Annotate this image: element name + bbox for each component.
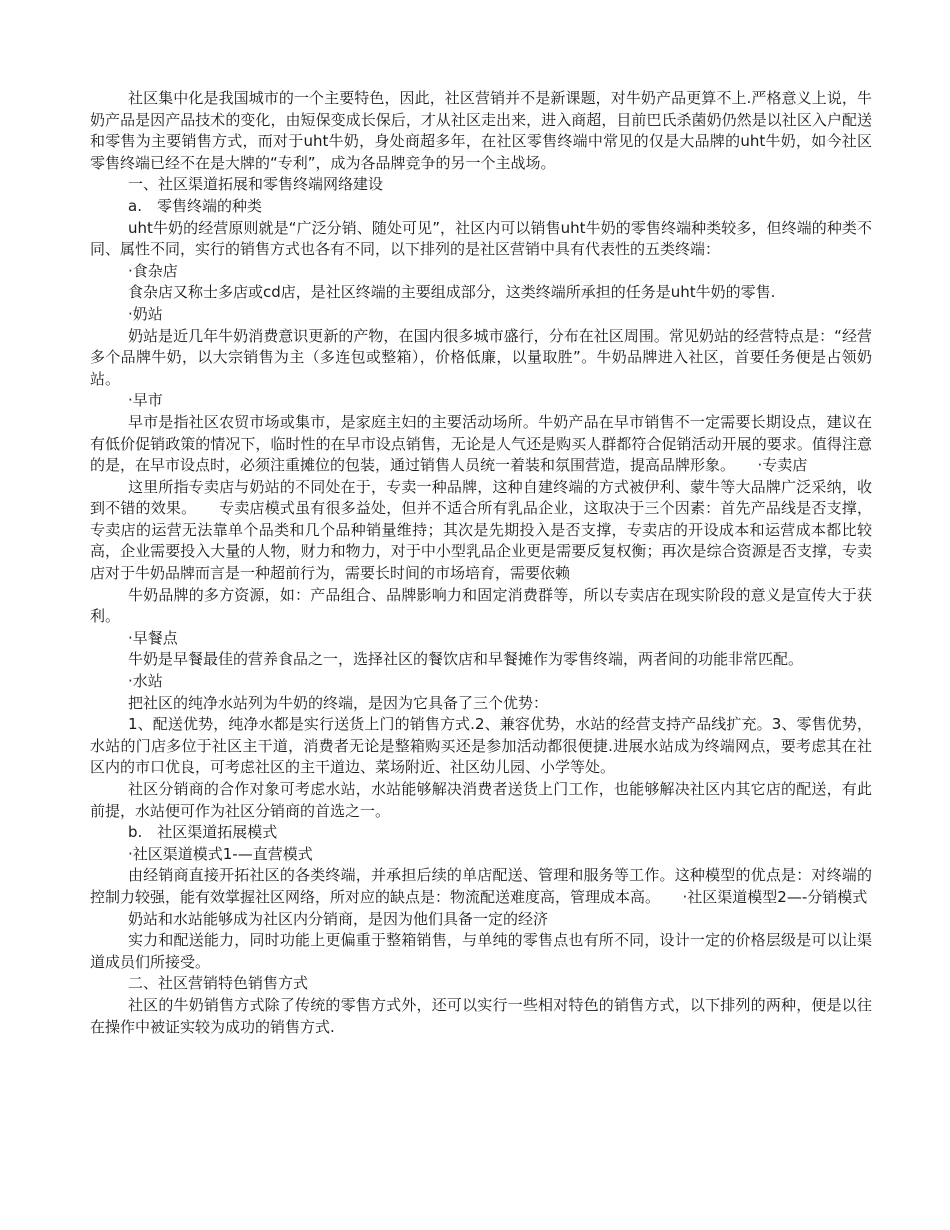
paragraph-direct-mode: 由经销商直接开拓社区的各类终端，并承担后续的单店配送、管理和服务等工作。这种模型的优点是：对终端的控制力较强，能有效掌握社区网络，所对应的缺点是：物流配送难度高，管理成本高。 ·社区渠道模型2—-分销模式 xyxy=(90,866,872,906)
heading-section-1: 一、社区渠道拓展和零售终端网络建设 xyxy=(128,175,384,194)
document-body xyxy=(90,88,872,1038)
paragraph-milk-station: 奶站是近几年牛奶消费意识更新的产物，在国内很多城市盛行，分布在社区周围。常见奶站的经营特点是：“经营多个品牌牛奶，以大宗销售为主（多连包或整箱），价格低廉，以量取胜”。牛奶品牌进入社区，首要任务便是占领奶站。 xyxy=(90,326,872,388)
bullet-morning-market: ·早市 xyxy=(128,391,163,410)
paragraph-water-advantages: 1、配送优势，纯净水都是实行送货上门的销售方式.2、兼容优势，水站的经营支持产品线扩充。3、零售优势，水站的门店多位于社区主干道，消费者无论是整箱购买还是参加活动都很便捷.进展水站成为终端网点，要考虑其在社区内的市口优良，可考虑社区的主干道边、菜场附近、社区幼儿园、小学等处。 xyxy=(90,715,872,777)
bullet-breakfast: ·早餐点 xyxy=(128,628,178,647)
bullet-grocery: ·食杂店 xyxy=(128,261,178,280)
heading-section-2: 二、社区营销特色销售方式 xyxy=(128,974,309,993)
paragraph-morning-market: 早市是指社区农贸市场或集市，是家庭主妇的主要活动场所。牛奶产品在早市销售不一定需要长期设点，建议在有低价促销政策的情况下，临时性的在早市设点销售，无论是人气还是购买人群都符合促销活动开展的要求。值得注意的是，在早市设点时，必须注重摊位的包装，通过销售人员统一着装和氛围营造，提高品牌形象。 ·专卖店 xyxy=(90,412,872,475)
bullet-water-station: ·水站 xyxy=(128,672,163,691)
bullet-milk-station: ·奶站 xyxy=(128,304,163,323)
paragraph-distributor: 社区分销商的合作对象可考虑水站，水站能够解决消费者送货上门工作，也能够解决社区内其它店的配送，有此前提，水站便可作为社区分销商的首选之一。 xyxy=(90,780,872,820)
paragraph-specialty-store: 这里所指专卖店与奶站的不同处在于，专卖一种品牌，这种自建终端的方式被伊利、蒙牛等大品牌广泛采纳，收到不错的效果。 专卖店模式虽有很多益处，但并不适合所有乳品企业，这取决于三个因素：首先产品线是否支撑，专卖店的运营无法靠单个品类和几个品种销量维持；其次是先期投入是否支撑，专卖店的开设成本和运营成本都比较高，企业需要投入大量的人物，财力和物力，对于中小型乳品企业更是需要反复权衡；再次是综合资源是否支撑，专卖店对于牛奶品牌而言是一种超前行为，需要长时间的市场培育，需要依赖 xyxy=(90,477,872,583)
heading-terminal-types: a. 零售终端的种类 xyxy=(128,196,262,215)
heading-channel-modes: b. 社区渠道拓展模式 xyxy=(128,823,278,842)
paragraph-terminal-types: uht牛奶的经营原则就是“广泛分销、随处可见”，社区内可以销售uht牛奶的零售终端种类较多，但终端的种类不同、属性不同，实行的销售方式也各有不同，以下排列的是社区营销中具有代表性的五类终端： xyxy=(90,218,872,259)
paragraph-distribution-mode-cont: 实力和配送能力，同时功能上更偏重于整箱销售，与单纯的零售点也有所不同，设计一定的价格层级是可以让渠道成员们所接受。 xyxy=(90,931,872,971)
bullet-direct-mode: ·社区渠道模式1-—直营模式 xyxy=(128,844,313,863)
paragraph-breakfast: 牛奶是早餐最佳的营养食品之一，选择社区的餐饮店和早餐摊作为零售终端，两者间的功能非常匹配。 xyxy=(128,650,804,669)
paragraph-sales-methods: 社区的牛奶销售方式除了传统的零售方式外，还可以实行一些相对特色的销售方式，以下排列的两种，便是以往在操作中被证实较为成功的销售方式. xyxy=(90,995,872,1036)
paragraph-water-station: 把社区的纯净水站列为牛奶的终端，是因为它具备了三个优势： xyxy=(128,693,549,712)
paragraph-specialty-store-cont: 牛奶品牌的多方资源，如：产品组合、品牌影响力和固定消费群等，所以专卖店在现实阶段的意义是宣传大于获利。 xyxy=(90,585,872,626)
paragraph-distribution-mode: 奶站和水站能够成为社区内分销商，是因为他们具备一定的经济 xyxy=(128,909,549,928)
paragraph-grocery: 食杂店又称士多店或cd店，是社区终端的主要组成部分，这类终端所承担的任务是uht牛奶的零售. xyxy=(128,283,776,302)
paragraph-intro: 社区集中化是我国城市的一个主要特色，因此，社区营销并不是新课题，对牛奶产品更算不上.严格意义上说，牛奶产品是因产品技术的变化，由短保变成长保后，才从社区走出来，进入商超，目前巴氏杀菌奶仍然是以社区入户配送和零售为主要销售方式，而对于uht牛奶，身处商超多年，在社区零售终端中常见的仅是大品牌的uht牛奶，如今社区零售终端已经不在是大牌的“专利”，成为各品牌竞争的另一个主战场。 xyxy=(90,89,872,172)
